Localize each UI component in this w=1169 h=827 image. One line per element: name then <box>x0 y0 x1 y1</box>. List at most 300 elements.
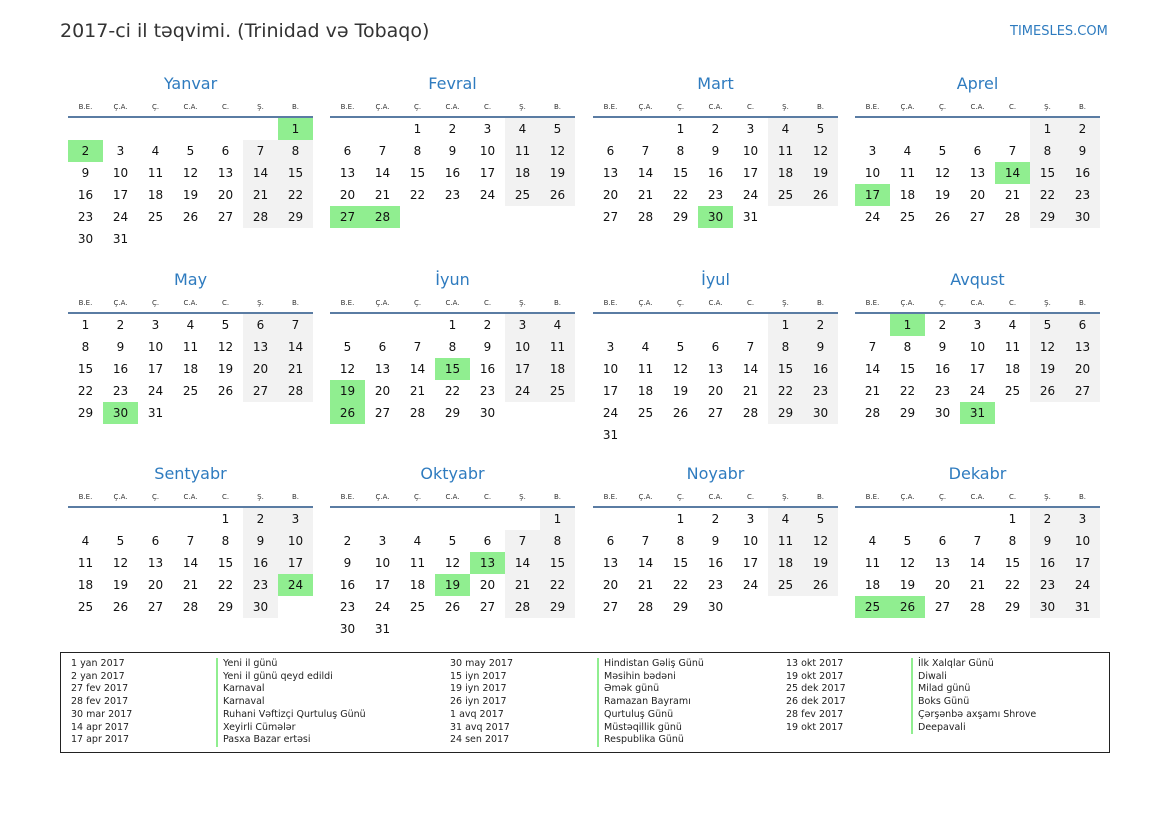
day-cell: 27 <box>969 210 986 224</box>
day-cell: 21 <box>742 384 759 398</box>
month-name: Yanvar <box>163 74 218 93</box>
empty-cell <box>208 402 243 424</box>
day-cell: 2 <box>803 314 838 336</box>
legend-date: 28 fev 2017 <box>71 696 129 708</box>
legend-holiday-name: Qurtuluş Günü <box>597 709 704 722</box>
day-cell: 9 <box>711 144 720 158</box>
day-cell: 18 <box>899 188 916 202</box>
empty-cell <box>138 508 173 530</box>
month-name: Fevral <box>428 74 477 93</box>
day-cell: 10 <box>864 166 881 180</box>
day-cell: 28 <box>182 600 199 614</box>
day-cell: 26 <box>182 210 199 224</box>
day-cell: 10 <box>602 362 619 376</box>
day-cell: 29 <box>278 206 313 228</box>
month-name: İyul <box>701 270 730 289</box>
legend-date: 19 iyn 2017 <box>450 683 507 695</box>
day-cell: 20 <box>602 188 619 202</box>
weekday-label: C.A. <box>708 493 723 501</box>
legend-date: 14 apr 2017 <box>71 721 130 733</box>
day-cell: 6 <box>606 534 615 548</box>
legend-holiday-name: Məsihin bədəni <box>597 671 704 684</box>
legend-holiday-name: Deepavali <box>911 722 1036 735</box>
day-cell: 13 <box>602 166 619 180</box>
empty-cell <box>470 206 505 228</box>
day-cell: 18 <box>864 578 881 592</box>
weekday-label: C. <box>746 103 755 111</box>
day-cell: 27 <box>330 206 365 228</box>
weekday-header <box>855 98 1100 118</box>
day-cell: 25 <box>505 184 540 206</box>
day-cell: 4 <box>768 118 803 140</box>
day-cell: 27 <box>479 600 496 614</box>
day-cell: 24 <box>505 380 540 402</box>
day-cell: 31 <box>742 210 759 224</box>
day-cell: 6 <box>483 534 492 548</box>
day-cell: 9 <box>1065 140 1100 162</box>
day-cell: 10 <box>742 144 759 158</box>
day-cell: 28 <box>1004 210 1021 224</box>
legend-holiday-name: Yeni il günü <box>216 658 366 671</box>
day-cell: 12 <box>339 362 356 376</box>
day-cell: 17 <box>278 552 313 574</box>
day-cell: 24 <box>742 188 759 202</box>
legend-names-col-1 <box>216 658 366 747</box>
day-cell: 6 <box>378 340 387 354</box>
day-cell: 19 <box>182 188 199 202</box>
weekday-label: Ç.A. <box>375 299 390 307</box>
empty-cell <box>540 618 575 640</box>
day-cell: 2 <box>448 122 457 136</box>
day-cell: 25 <box>540 380 575 402</box>
day-cell: 13 <box>339 166 356 180</box>
day-cell: 16 <box>707 166 724 180</box>
day-cell: 2 <box>1030 508 1065 530</box>
weekday-label: Ç.A. <box>113 493 128 501</box>
weekday-label: B. <box>291 299 300 307</box>
day-cell: 12 <box>672 362 689 376</box>
empty-cell <box>365 508 400 530</box>
weekday-label: C. <box>221 299 230 307</box>
day-cell: 11 <box>77 556 94 570</box>
empty-cell <box>400 508 435 530</box>
weekday-header <box>593 98 838 118</box>
empty-cell <box>505 402 540 424</box>
day-cell: 3 <box>151 318 160 332</box>
day-cell: 7 <box>378 144 387 158</box>
day-cell: 2 <box>68 140 103 162</box>
day-cell: 18 <box>182 362 199 376</box>
day-grid <box>68 118 313 250</box>
day-cell: 24 <box>969 384 986 398</box>
legend-names-col-3 <box>911 658 1036 734</box>
day-cell: 14 <box>182 556 199 570</box>
day-cell: 18 <box>1004 362 1021 376</box>
empty-cell <box>663 424 698 446</box>
day-cell: 12 <box>934 166 951 180</box>
day-cell: 9 <box>343 556 352 570</box>
empty-cell <box>803 596 838 618</box>
day-cell: 8 <box>676 534 685 548</box>
day-cell: 30 <box>479 406 496 420</box>
day-cell: 23 <box>934 384 951 398</box>
day-cell: 10 <box>969 340 986 354</box>
day-cell: 24 <box>602 406 619 420</box>
weekday-label: B. <box>553 103 562 111</box>
day-cell: 25 <box>637 406 654 420</box>
legend-holiday-name: Çərşənbə axşamı Shrove <box>911 709 1036 722</box>
empty-cell <box>698 424 733 446</box>
day-cell: 4 <box>413 534 422 548</box>
weekday-label: C.A. <box>970 103 985 111</box>
weekday-label: C.A. <box>445 103 460 111</box>
day-cell: 3 <box>746 122 755 136</box>
day-cell: 6 <box>151 534 160 548</box>
weekday-label: B. <box>1078 493 1087 501</box>
day-cell: 7 <box>505 530 540 552</box>
day-cell: 26 <box>803 184 838 206</box>
day-cell: 4 <box>1008 318 1017 332</box>
day-cell: 10 <box>112 166 129 180</box>
empty-cell <box>628 314 663 336</box>
day-cell: 13 <box>243 336 278 358</box>
weekday-label: C. <box>746 299 755 307</box>
empty-cell <box>173 508 208 530</box>
day-cell: 13 <box>934 556 951 570</box>
day-cell: 17 <box>969 362 986 376</box>
day-cell: 29 <box>768 402 803 424</box>
empty-cell <box>855 118 890 140</box>
empty-cell <box>960 118 995 140</box>
day-cell: 12 <box>217 340 234 354</box>
legend-holiday-name: Respublika Günü <box>597 734 704 747</box>
day-cell: 13 <box>969 166 986 180</box>
day-cell: 21 <box>505 574 540 596</box>
day-grid <box>330 314 575 424</box>
day-cell: 12 <box>540 140 575 162</box>
month-name: Noyabr <box>686 464 745 483</box>
day-cell: 4 <box>540 314 575 336</box>
page-title: 2017-ci il təqvimi. (Trinidad və Tobaqo) <box>60 20 430 42</box>
day-cell: 28 <box>637 600 654 614</box>
day-cell: 25 <box>409 600 426 614</box>
legend-date: 15 iyn 2017 <box>450 670 507 682</box>
legend-holiday-name: Pasxa Bazar ertəsi <box>216 734 366 747</box>
day-cell: 20 <box>147 578 164 592</box>
day-cell: 22 <box>77 384 94 398</box>
day-cell: 15 <box>1030 162 1065 184</box>
day-cell: 19 <box>1030 358 1065 380</box>
day-cell: 25 <box>147 210 164 224</box>
day-cell: 30 <box>339 622 356 636</box>
day-cell: 27 <box>374 406 391 420</box>
weekday-label: Ç.A. <box>638 299 653 307</box>
day-cell: 7 <box>413 340 422 354</box>
weekday-label: Ş. <box>1044 493 1051 501</box>
legend-date: 27 fev 2017 <box>71 683 129 695</box>
empty-cell <box>855 508 890 530</box>
day-grid <box>855 118 1100 228</box>
weekday-label: C.A. <box>183 103 198 111</box>
day-cell: 29 <box>540 596 575 618</box>
weekday-label: C. <box>483 299 492 307</box>
day-cell: 12 <box>1030 336 1065 358</box>
day-cell: 28 <box>864 406 881 420</box>
day-cell: 18 <box>540 358 575 380</box>
weekday-label: Ç. <box>676 299 685 307</box>
day-cell: 7 <box>1008 144 1017 158</box>
day-cell: 8 <box>1030 140 1065 162</box>
month-name: Avqust <box>950 270 1005 289</box>
weekday-label: C. <box>1008 299 1017 307</box>
day-cell: 9 <box>1030 530 1065 552</box>
weekday-label: C.A. <box>970 493 985 501</box>
day-cell: 5 <box>803 508 838 530</box>
empty-cell <box>593 118 628 140</box>
day-cell: 5 <box>448 534 457 548</box>
empty-cell <box>733 314 768 336</box>
weekday-label: C.A. <box>183 299 198 307</box>
weekday-label: B.E. <box>865 103 880 111</box>
day-cell: 18 <box>147 188 164 202</box>
brand-link[interactable]: TIMESLES.COM <box>1010 24 1108 39</box>
empty-cell <box>540 206 575 228</box>
day-cell: 21 <box>278 358 313 380</box>
empty-cell <box>890 118 925 140</box>
weekday-label: B.E. <box>603 493 618 501</box>
day-cell: 19 <box>899 578 916 592</box>
day-cell: 15 <box>540 552 575 574</box>
day-cell: 12 <box>803 140 838 162</box>
weekday-label: Ş. <box>519 103 526 111</box>
month-block <box>68 269 313 424</box>
month-block <box>593 463 838 618</box>
legend-date: 19 okt 2017 <box>786 721 844 733</box>
day-cell: 26 <box>330 402 365 424</box>
empty-cell <box>470 618 505 640</box>
day-cell: 19 <box>672 384 689 398</box>
empty-cell <box>925 508 960 530</box>
day-cell: 12 <box>444 556 461 570</box>
day-cell: 6 <box>938 534 947 548</box>
weekday-header <box>330 488 575 508</box>
empty-cell <box>400 618 435 640</box>
day-cell: 19 <box>217 362 234 376</box>
empty-cell <box>278 228 313 250</box>
day-cell: 26 <box>217 384 234 398</box>
weekday-label: Ş. <box>1044 103 1051 111</box>
legend-date: 26 dek 2017 <box>786 696 846 708</box>
day-cell: 26 <box>112 600 129 614</box>
day-cell: 30 <box>77 232 94 246</box>
day-cell: 23 <box>243 574 278 596</box>
weekday-label: Ç. <box>676 103 685 111</box>
day-grid <box>593 508 838 618</box>
month-block <box>855 269 1100 424</box>
day-cell: 5 <box>343 340 352 354</box>
empty-cell <box>733 424 768 446</box>
weekday-label: Ç. <box>151 103 160 111</box>
day-cell: 19 <box>934 188 951 202</box>
weekday-label: Ç. <box>676 493 685 501</box>
day-cell: 18 <box>409 578 426 592</box>
day-cell: 16 <box>243 552 278 574</box>
day-cell: 8 <box>540 530 575 552</box>
weekday-label: B. <box>1078 299 1087 307</box>
weekday-label: B.E. <box>340 103 355 111</box>
day-cell: 24 <box>742 578 759 592</box>
empty-cell <box>103 118 138 140</box>
weekday-label: Ş. <box>257 299 264 307</box>
day-cell: 6 <box>221 144 230 158</box>
day-cell: 3 <box>606 340 615 354</box>
weekday-label: B.E. <box>865 299 880 307</box>
day-cell: 22 <box>1004 578 1021 592</box>
weekday-label: B.E. <box>865 493 880 501</box>
day-cell: 11 <box>899 166 916 180</box>
day-cell: 7 <box>973 534 982 548</box>
empty-cell <box>173 118 208 140</box>
day-cell: 28 <box>637 210 654 224</box>
day-cell: 6 <box>606 144 615 158</box>
legend-dates-col-2 <box>450 658 513 747</box>
day-cell: 16 <box>707 556 724 570</box>
day-cell: 11 <box>768 530 803 552</box>
empty-cell <box>138 228 173 250</box>
empty-cell <box>1030 402 1065 424</box>
weekday-header <box>855 294 1100 314</box>
empty-cell <box>173 228 208 250</box>
day-cell: 15 <box>672 166 689 180</box>
day-cell: 4 <box>868 534 877 548</box>
day-cell: 27 <box>934 600 951 614</box>
day-cell: 14 <box>505 552 540 574</box>
weekday-label: B.E. <box>340 299 355 307</box>
day-cell: 8 <box>1008 534 1017 548</box>
day-cell: 13 <box>470 552 505 574</box>
day-cell: 28 <box>742 406 759 420</box>
empty-cell <box>278 402 313 424</box>
empty-cell <box>68 118 103 140</box>
day-cell: 11 <box>182 340 199 354</box>
legend-holiday-name: Xeyirli Cümələr <box>216 722 366 735</box>
day-cell: 19 <box>330 380 365 402</box>
legend-holiday-name: Milad günü <box>911 683 1036 696</box>
day-cell: 11 <box>409 556 426 570</box>
day-cell: 17 <box>505 358 540 380</box>
weekday-label: Ç. <box>938 493 947 501</box>
empty-cell <box>803 206 838 228</box>
day-cell: 15 <box>1004 556 1021 570</box>
day-grid <box>330 508 575 640</box>
day-cell: 15 <box>899 362 916 376</box>
day-cell: 2 <box>711 512 720 526</box>
day-cell: 21 <box>637 188 654 202</box>
empty-cell <box>243 228 278 250</box>
empty-cell <box>768 206 803 228</box>
weekday-label: Ç.A. <box>113 103 128 111</box>
day-cell: 4 <box>768 508 803 530</box>
day-cell: 26 <box>934 210 951 224</box>
day-cell: 25 <box>768 574 803 596</box>
empty-cell <box>505 206 540 228</box>
day-cell: 29 <box>77 406 94 420</box>
empty-cell <box>593 508 628 530</box>
empty-cell <box>995 118 1030 140</box>
day-cell: 7 <box>641 534 650 548</box>
day-cell: 1 <box>676 512 685 526</box>
day-cell: 13 <box>707 362 724 376</box>
day-cell: 9 <box>116 340 125 354</box>
day-cell: 21 <box>409 384 426 398</box>
day-cell: 8 <box>413 144 422 158</box>
empty-cell <box>365 118 400 140</box>
month-name: Oktyabr <box>420 464 485 483</box>
day-cell: 1 <box>1008 512 1017 526</box>
day-cell: 8 <box>768 336 803 358</box>
weekday-label: Ç. <box>938 299 947 307</box>
day-cell: 7 <box>868 340 877 354</box>
empty-cell <box>103 508 138 530</box>
empty-cell <box>960 508 995 530</box>
legend-dates-col-1 <box>71 658 132 747</box>
weekday-label: Ş. <box>257 103 264 111</box>
empty-cell <box>68 508 103 530</box>
empty-cell <box>138 118 173 140</box>
day-cell: 17 <box>602 384 619 398</box>
empty-cell <box>768 596 803 618</box>
day-cell: 18 <box>505 162 540 184</box>
weekday-label: Ç.A. <box>113 299 128 307</box>
weekday-label: B.E. <box>78 493 93 501</box>
day-cell: 17 <box>479 166 496 180</box>
empty-cell <box>628 118 663 140</box>
day-cell: 30 <box>803 402 838 424</box>
weekday-label: Ç.A. <box>638 103 653 111</box>
day-cell: 2 <box>343 534 352 548</box>
day-cell: 6 <box>1065 314 1100 336</box>
day-cell: 28 <box>505 596 540 618</box>
day-cell: 25 <box>768 184 803 206</box>
weekday-label: B.E. <box>78 299 93 307</box>
day-cell: 5 <box>186 144 195 158</box>
day-cell: 10 <box>505 336 540 358</box>
legend-date: 26 iyn 2017 <box>450 696 507 708</box>
day-cell: 20 <box>217 188 234 202</box>
day-cell: 1 <box>540 508 575 530</box>
day-cell: 11 <box>637 362 654 376</box>
day-cell: 17 <box>742 556 759 570</box>
weekday-label: Ç. <box>413 103 422 111</box>
day-cell: 10 <box>147 340 164 354</box>
day-cell: 16 <box>479 362 496 376</box>
weekday-label: C. <box>1008 493 1017 501</box>
day-cell: 13 <box>374 362 391 376</box>
day-cell: 30 <box>103 402 138 424</box>
legend-date: 28 fev 2017 <box>786 708 844 720</box>
day-cell: 4 <box>151 144 160 158</box>
month-name: İyun <box>435 270 470 289</box>
day-cell: 20 <box>479 578 496 592</box>
empty-cell <box>1065 402 1100 424</box>
day-cell: 19 <box>112 578 129 592</box>
day-cell: 5 <box>803 118 838 140</box>
day-cell: 13 <box>602 556 619 570</box>
day-cell: 2 <box>483 318 492 332</box>
empty-cell <box>435 618 470 640</box>
empty-cell <box>593 314 628 336</box>
day-cell: 24 <box>278 574 313 596</box>
